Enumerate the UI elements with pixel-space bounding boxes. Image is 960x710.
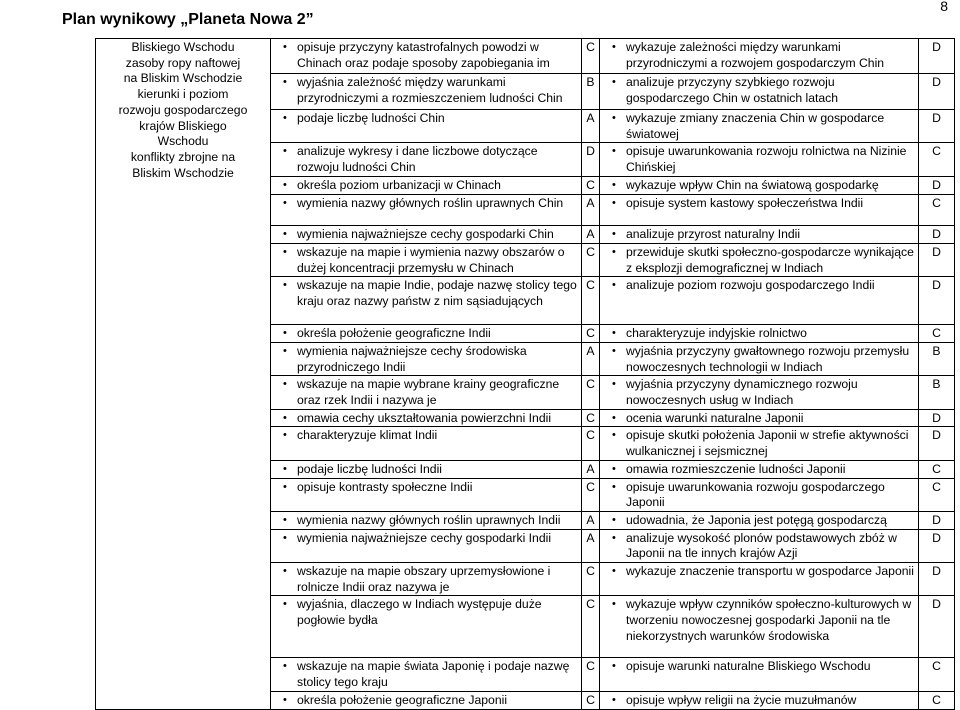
advanced-grade: C [919, 143, 955, 177]
advanced-grade: C [919, 460, 955, 478]
advanced-requirement-text: opisuje wpływ religii na życie muzułmanów [626, 692, 857, 707]
advanced-requirement-cell [600, 478, 919, 511]
bullet-icon: • [283, 197, 287, 210]
basic-requirement-cell [271, 143, 582, 177]
bullet-icon: • [612, 197, 616, 210]
advanced-grade: D [919, 596, 955, 658]
bullet-icon: • [612, 344, 616, 357]
topic-line: Wschodu [157, 134, 209, 149]
basic-requirement-text: wymienia nazwy głównych roślin uprawnych Indii [297, 512, 561, 527]
advanced-grade: D [919, 277, 955, 325]
topic-line: Bliskim Wschodzie [132, 165, 234, 180]
advanced-grade: D [919, 226, 955, 244]
basic-requirement-text: wymienia najważniejsze cechy gospodarki Indii [297, 530, 552, 545]
basic-requirement [274, 144, 578, 175]
basic-requirement [274, 411, 578, 427]
plan-table [95, 38, 955, 710]
basic-requirement [274, 693, 578, 709]
advanced-grade: C [919, 195, 955, 226]
basic-grade: B [582, 74, 600, 110]
basic-requirement-cell [271, 110, 582, 143]
bullet-icon: • [283, 245, 287, 258]
advanced-grade: D [919, 427, 955, 460]
basic-requirement-text: podaje liczbę ludności Indii [297, 461, 442, 476]
basic-requirement [274, 178, 578, 194]
bullet-icon: • [283, 145, 287, 158]
topic-line: zasoby ropy naftowej [125, 55, 241, 70]
basic-grade: C [582, 658, 600, 691]
bullet-icon: • [612, 411, 616, 424]
advanced-requirement-text: charakteryzuje indyjskie rolnictwo [626, 326, 807, 341]
bullet-icon: • [612, 513, 616, 526]
advanced-grade: C [919, 658, 955, 691]
document-title: Plan wynikowy „Planeta Nowa 2” [62, 11, 314, 28]
basic-requirement-cell [271, 511, 582, 529]
advanced-requirement-text: wykazuje zależności między warunkami przyrodniczymi a rozwojem gospodarczym Chin [626, 40, 885, 70]
basic-requirement [274, 597, 578, 628]
advanced-requirement-text: ocenia warunki naturalne Japonii [626, 410, 804, 425]
basic-requirement [274, 245, 578, 276]
advanced-requirement [603, 480, 915, 511]
basic-requirement-cell [271, 39, 582, 74]
advanced-requirement-cell [600, 427, 919, 460]
advanced-requirement [603, 40, 915, 71]
basic-requirement-text: opisuje kontrasty społeczne Indii [297, 479, 473, 494]
basic-grade: A [582, 110, 600, 143]
advanced-requirement-text: analizuje poziom rozwoju gospodarczego Indii [626, 278, 875, 293]
basic-requirement-text: określa położenie geograficzne Indii [297, 326, 491, 341]
basic-requirement-cell [271, 177, 582, 195]
basic-requirement [274, 377, 578, 408]
bullet-icon: • [283, 378, 287, 391]
basic-grade: A [582, 529, 600, 562]
bullet-icon: • [283, 565, 287, 578]
bullet-icon: • [612, 245, 616, 258]
advanced-requirement [603, 344, 915, 375]
basic-grade: C [582, 691, 600, 709]
bullet-icon: • [283, 660, 287, 673]
basic-grade: C [582, 478, 600, 511]
basic-requirement-text: wskazuje na mapie Indie, podaje nazwę stolicy tego kraju oraz nazwy państw z nim sąsiadujących [297, 278, 577, 308]
document-header [0, 0, 960, 38]
basic-requirement [274, 326, 578, 342]
topic-line: Bliskiego Wschodu [131, 40, 235, 54]
topic-line: kierunki i poziom [137, 87, 229, 102]
advanced-requirement [603, 178, 915, 194]
advanced-grade: D [919, 74, 955, 110]
basic-grade: A [582, 226, 600, 244]
topic-line: konflikty zbrojne na [130, 149, 236, 164]
basic-grade: A [582, 195, 600, 226]
advanced-requirement-cell [600, 342, 919, 375]
advanced-grade: D [919, 409, 955, 427]
basic-requirement-text: wymienia najważniejsze cechy gospodarki Chin [297, 227, 554, 242]
bullet-icon: • [612, 660, 616, 673]
advanced-requirement-cell [600, 74, 919, 110]
basic-grade: C [582, 177, 600, 195]
basic-grade: C [582, 596, 600, 658]
basic-grade: D [582, 143, 600, 177]
basic-requirement-cell [271, 226, 582, 244]
bullet-icon: • [612, 145, 616, 158]
bullet-icon: • [612, 565, 616, 578]
basic-requirement-cell [271, 243, 582, 276]
basic-requirement [274, 111, 578, 127]
basic-requirement [274, 344, 578, 375]
plan-table-body [96, 39, 955, 710]
basic-grade: C [582, 427, 600, 460]
bullet-icon: • [612, 41, 616, 53]
basic-requirement-cell [271, 691, 582, 709]
basic-requirement-text: wyjaśnia, dlaczego w Indiach występuje duże pogłowie bydła [297, 597, 542, 628]
bullet-icon: • [283, 480, 287, 493]
bullet-icon: • [283, 179, 287, 192]
bullet-icon: • [283, 41, 287, 53]
basic-requirement-cell [271, 460, 582, 478]
basic-requirement [274, 428, 578, 444]
bullet-icon: • [612, 279, 616, 292]
basic-grade: A [582, 460, 600, 478]
advanced-grade: C [919, 325, 955, 343]
basic-requirement-cell [271, 529, 582, 562]
advanced-requirement [603, 227, 915, 243]
basic-requirement [274, 227, 578, 243]
basic-requirement-text: opisuje przyczyny katastrofalnych powodzi w Chinach oraz podaje sposoby zapobiegania im [297, 40, 550, 70]
advanced-requirement-text: opisuje system kastowy społeczeństwa Indii [626, 196, 864, 211]
basic-requirement-text: wskazuje na mapie wybrane krainy geograficzne oraz rzek Indii i nazywa je [297, 377, 560, 408]
bullet-icon: • [283, 513, 287, 526]
basic-grade: C [582, 409, 600, 427]
advanced-grade: B [919, 342, 955, 375]
basic-requirement-text: wskazuje na mapie obszary uprzemysłowione i rolnicze Indii oraz nazywa je [297, 564, 551, 594]
bullet-icon: • [283, 327, 287, 340]
basic-requirement-cell [271, 195, 582, 226]
advanced-requirement-text: opisuje warunki naturalne Bliskiego Wschodu [626, 659, 871, 674]
advanced-requirement-text: wyjaśnia przyczyny gwałtownego rozwoju przemysłu nowoczesnych technologii w Indiach [626, 343, 910, 374]
advanced-requirement [603, 597, 915, 644]
advanced-requirement-text: omawia rozmieszczenie ludności Japonii [626, 461, 846, 476]
basic-requirement-cell [271, 376, 582, 409]
advanced-requirement-text: wykazuje zmiany znaczenia Chin w gospodarce światowej [626, 111, 885, 141]
bullet-icon: • [283, 411, 287, 424]
advanced-requirement [603, 245, 915, 276]
basic-grade: C [582, 243, 600, 276]
bullet-icon: • [612, 693, 616, 706]
advanced-requirement-text: udowadnia, że Japonia jest potęgą gospodarczą [626, 512, 887, 527]
basic-grade: C [582, 39, 600, 74]
basic-requirement-text: podaje liczbę ludności Chin [297, 111, 445, 125]
bullet-icon: • [612, 179, 616, 192]
advanced-requirement-text: opisuje skutki położenia Japonii w strefie aktywności wulkanicznej i sejsmicznej [626, 428, 909, 459]
bullet-icon: • [283, 344, 287, 357]
basic-grade: A [582, 511, 600, 529]
basic-requirement-cell [271, 409, 582, 427]
advanced-requirement [603, 278, 915, 294]
advanced-requirement [603, 111, 915, 142]
bullet-icon: • [612, 378, 616, 391]
basic-grade: C [582, 325, 600, 343]
basic-requirement-cell [271, 342, 582, 375]
advanced-requirement-cell [600, 596, 919, 658]
basic-requirement-cell [271, 277, 582, 325]
bullet-icon: • [612, 429, 616, 442]
advanced-requirement [603, 326, 915, 342]
advanced-requirement-cell [600, 563, 919, 596]
advanced-grade: B [919, 376, 955, 409]
basic-requirement [274, 531, 578, 547]
basic-requirement-cell [271, 596, 582, 658]
advanced-requirement-cell [600, 325, 919, 343]
bullet-icon: • [283, 598, 287, 611]
table-row [96, 39, 955, 74]
advanced-requirement-cell [600, 409, 919, 427]
bullet-icon: • [283, 429, 287, 442]
advanced-requirement-text: opisuje uwarunkowania rozwoju gospodarczego Japonii [626, 479, 885, 510]
bullet-icon: • [612, 112, 616, 124]
advanced-requirement [603, 144, 915, 175]
advanced-requirement [603, 693, 915, 709]
basic-requirement [274, 40, 578, 71]
basic-requirement-text: wskazuje na mapie świata Japonię i podaje nazwę stolicy tego kraju [297, 659, 570, 690]
topic-line: rozwoju gospodarczego [118, 102, 248, 117]
basic-requirement-text: wskazuje na mapie i wymienia nazwy obszarów o dużej koncentracji przemysłu w Chinach [297, 244, 565, 275]
advanced-requirement-cell [600, 226, 919, 244]
basic-requirement-text: wymienia nazwy głównych roślin uprawnych Chin [297, 196, 564, 211]
advanced-requirement-cell [600, 511, 919, 529]
advanced-requirement-cell [600, 243, 919, 276]
bullet-icon: • [612, 462, 616, 475]
advanced-requirement-text: analizuje wysokość plonów podstawowych zbóż w Japonii na tle innych krajów Azji [626, 530, 897, 561]
page-number: 8 [940, 0, 948, 14]
advanced-requirement [603, 462, 915, 478]
basic-requirement-cell [271, 325, 582, 343]
topic-line: na Bliskim Wschodzie [123, 71, 243, 86]
advanced-requirement-cell [600, 143, 919, 177]
topic-cell [96, 39, 271, 710]
bullet-icon: • [283, 462, 287, 475]
basic-requirement [274, 564, 578, 595]
advanced-grade: D [919, 511, 955, 529]
advanced-requirement-cell [600, 691, 919, 709]
bullet-icon: • [612, 76, 616, 88]
advanced-grade: D [919, 563, 955, 596]
advanced-requirement-text: analizuje przyrost naturalny Indii [626, 227, 801, 242]
advanced-grade: D [919, 243, 955, 276]
basic-grade: C [582, 376, 600, 409]
bullet-icon: • [612, 598, 616, 611]
advanced-grade: D [919, 39, 955, 74]
basic-requirement [274, 513, 578, 529]
basic-requirement-text: określa poziom urbanizacji w Chinach [297, 178, 501, 193]
bullet-icon: • [283, 693, 287, 706]
bullet-icon: • [283, 76, 287, 88]
advanced-requirement-text: wyjaśnia przyczyny dynamicznego rozwoju nowoczesnych usług w Indiach [626, 377, 858, 408]
advanced-requirement [603, 513, 915, 529]
basic-requirement [274, 659, 578, 690]
basic-requirement-text: omawia cechy ukształtowania powierzchni Indii [297, 410, 552, 425]
basic-requirement-text: wyjaśnia zależność między warunkami przyrodniczymi a rozmieszczeniem ludności Chin [297, 75, 563, 105]
bullet-icon: • [283, 279, 287, 292]
advanced-requirement-cell [600, 460, 919, 478]
advanced-grade: C [919, 478, 955, 511]
advanced-requirement [603, 75, 915, 106]
basic-requirement [274, 278, 578, 309]
advanced-requirement [603, 531, 915, 562]
basic-requirement-text: analizuje wykresy i dane liczbowe dotyczące rozwoju ludności Chin [297, 144, 538, 175]
bullet-icon: • [612, 531, 616, 544]
basic-grade: C [582, 277, 600, 325]
basic-grade: C [582, 563, 600, 596]
advanced-requirement-text: wykazuje znaczenie transportu w gospodarce Japonii [626, 564, 914, 579]
basic-requirement-text: wymienia najważniejsze cechy środowiska przyrodniczego Indii [297, 343, 527, 374]
advanced-grade: C [919, 691, 955, 709]
basic-requirement [274, 196, 578, 212]
advanced-requirement-text: przewiduje skutki społeczno-gospodarcze wynikające z eksplozji demograficznej w Indiach [626, 244, 914, 275]
advanced-grade: D [919, 177, 955, 195]
basic-requirement-cell [271, 563, 582, 596]
basic-requirement-cell [271, 658, 582, 691]
advanced-requirement-cell [600, 658, 919, 691]
advanced-grade: D [919, 110, 955, 143]
advanced-requirement [603, 564, 915, 580]
basic-requirement-text: charakteryzuje klimat Indii [297, 428, 438, 443]
advanced-requirement-text: wykazuje wpływ Chin na światową gospodarkę [626, 178, 879, 193]
advanced-requirement [603, 377, 915, 408]
advanced-requirement-cell [600, 195, 919, 226]
advanced-requirement [603, 411, 915, 427]
basic-requirement-text: określa położenie geograficzne Japonii [297, 692, 508, 707]
basic-requirement [274, 75, 578, 106]
advanced-requirement-cell [600, 110, 919, 143]
advanced-requirement-text: wykazuje wpływ czynników społeczno-kulturowych w tworzeniu nowoczesnej gospodarki Japonii na tle niekorzystnych warunków środowiska [626, 597, 912, 643]
topic-line: krajów Bliskiego [139, 118, 227, 133]
basic-requirement [274, 480, 578, 496]
advanced-requirement-cell [600, 39, 919, 74]
advanced-grade: D [919, 529, 955, 562]
bullet-icon: • [283, 531, 287, 544]
bullet-icon: • [612, 228, 616, 241]
bullet-icon: • [283, 228, 287, 241]
basic-requirement-cell [271, 427, 582, 460]
basic-grade: A [582, 342, 600, 375]
advanced-requirement-cell [600, 177, 919, 195]
advanced-requirement-cell [600, 277, 919, 325]
advanced-requirement [603, 196, 915, 212]
bullet-icon: • [612, 480, 616, 493]
bullet-icon: • [283, 112, 287, 124]
basic-requirement-cell [271, 478, 582, 511]
advanced-requirement-text: analizuje przyczyny szybkiego rozwoju gospodarczego Chin w ostatnich latach [626, 75, 839, 105]
basic-requirement [274, 462, 578, 478]
advanced-requirement-cell [600, 529, 919, 562]
basic-requirement-cell [271, 74, 582, 110]
advanced-requirement-cell [600, 376, 919, 409]
bullet-icon: • [612, 327, 616, 340]
advanced-requirement [603, 428, 915, 459]
advanced-requirement-text: opisuje uwarunkowania rozwoju rolnictwa na Nizinie Chińskiej [626, 144, 907, 175]
